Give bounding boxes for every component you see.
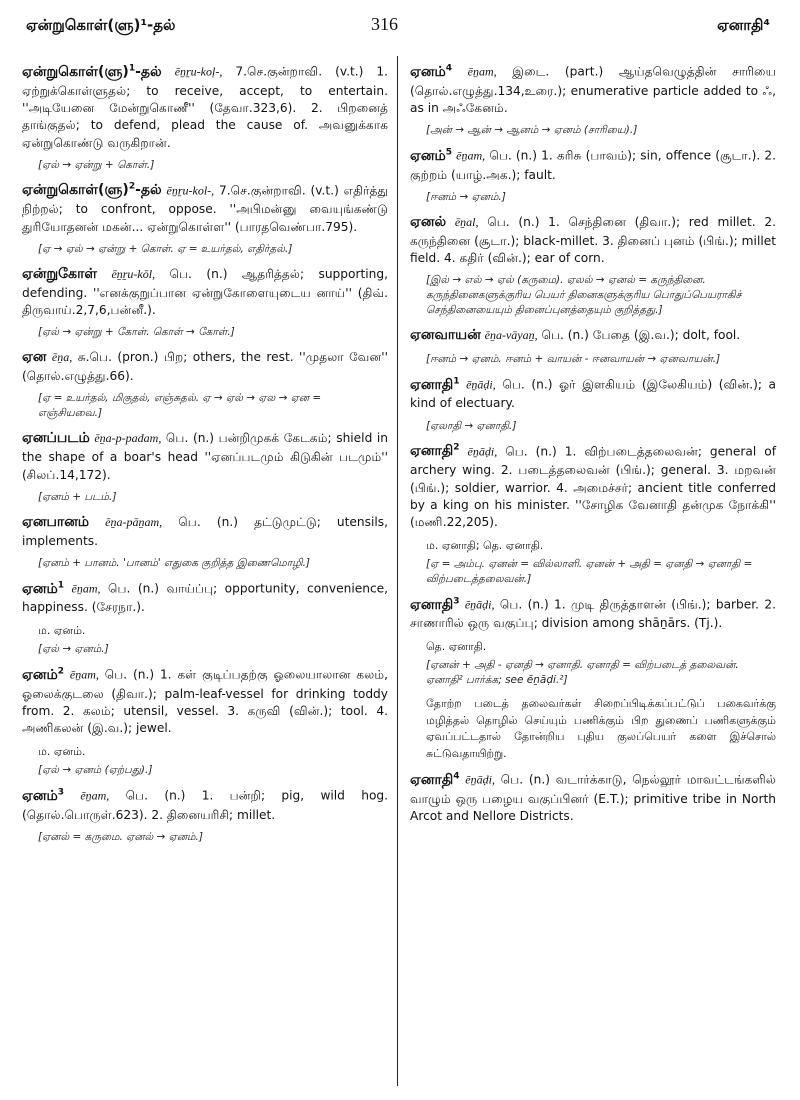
transliteration: ēṉāḍi,: [467, 444, 498, 459]
dictionary-entry: [22, 348, 388, 421]
etymology: [ஏனம் + பானம். 'பானம்' எதுகை குறித்த இணைமொழி.]: [38, 556, 311, 569]
etymology: [ஏ → ஏல் → ஏன்று + கொள். ஏ = உயர்தல், எதிர்தல்.]: [38, 242, 293, 255]
definition: இடை. (part.) ஆய்தவெழுத்தின் சாரியை (தொல்.எழுத்து.134,உரை.); enumerative particle added to ஃ, as in அஃகேனம்.: [410, 64, 777, 115]
cognate-forms: தெ. ஏனாதி.: [426, 639, 487, 653]
dictionary-entry: [22, 429, 388, 504]
homonym-number: 5: [445, 147, 453, 158]
etymology: [ஏனம் + படம்.]: [38, 490, 117, 503]
dictionary-entry: [22, 62, 388, 173]
entry-headword: [22, 266, 97, 282]
homonym-number: 1: [57, 579, 65, 590]
entry-headword: [22, 514, 89, 530]
definition: பெ. (n.) ஆதரித்தல்; supporting, defending. ''எனக்குறுப்பான ஏன்றுகோளையுடைய னாய்'' (திவ். திருவாய்.2,7,6,பன்னீ.).: [22, 266, 388, 318]
dictionary-entry: [410, 442, 776, 587]
definition: சு.பெ. (pron.) பிற; others, the rest. ''முதலா வேன'' (தொல்.எழுத்து.66).: [22, 350, 388, 384]
entry-headword: [22, 667, 64, 683]
headword-text: ஏனாதி: [410, 376, 454, 393]
headword-text: ஏனம்: [410, 63, 446, 80]
homonym-number: 1: [128, 63, 136, 73]
definition: பெ. (n.) பன்றிமுகக் கேடகம்; shield in the shape of a boar's head ''ஏனப்படமும் கிடுகின் படமும்'' (சிலப்.14,172).: [22, 431, 389, 482]
entry-body: [22, 181, 388, 236]
transliteration: ēṉa-p-padam,: [94, 431, 162, 446]
transliteration: ēṉam,: [80, 788, 110, 803]
entry-headword: [410, 377, 460, 393]
transliteration: ēṉāḍi,: [465, 772, 495, 787]
etymology: [ஏனல் = கருமை. ஏனல் → ஏனம்.]: [38, 831, 203, 844]
dictionary-entry: [22, 579, 388, 657]
dictionary-entry: [410, 770, 776, 825]
entry-body: [410, 62, 776, 117]
definition: பெ. (n.) 1. முடி திருத்தாளன் (பிங்.); barber. 2. சாணாரில் ஒரு வகுப்பு; division among shāṉārs. (Tj.).: [410, 597, 777, 631]
entry-headword: [22, 788, 64, 804]
transliteration: ēṉṟu-kol-,: [166, 183, 215, 198]
etymology: [ஏல் → ஏனம் (ஏற்பது).]: [38, 764, 153, 777]
homonym-number: 2: [128, 181, 136, 192]
definition: பெ. (n.) 1. கள் குடிப்பதற்கு ஓலையாலான கலம், ஓலைக்குடலை (திவா.); palm-leaf-vessel for drinking toddy from. 2. கலம்; utensil, vessel. 3. கருவி (வின்.); tool. 4. அணிகலன் (இ.வ.); jewel.: [22, 667, 388, 736]
transliteration: ēṉal,: [454, 214, 479, 229]
etymology: [ஏனன் + அதி - ஏனதி → ஏனாதி. ஏனாதி = விற்படைத் தலைவன். ஏனாதி² பார்க்க; see ēṉāḍi.²]: [426, 659, 739, 687]
etymology: [ஏ = அம்பு. ஏனன் = வில்லாளி. ஏனன் + அதி = ஏனதி → ஏனாதி = விற்படைத்தலைவன்.]: [426, 558, 753, 586]
right-column: [410, 62, 776, 831]
entry-body: [22, 62, 388, 152]
definition: பெ. (n.) 1. செந்தினை (திவா.); red millet. 2. கருந்தினை (சூடா.); black-millet. 3. தினைப் புனம் (பிங்.); millet field. 4. கதிர் (வின்.); ear of corn.: [410, 214, 777, 266]
right-running-headword: ஏனாதி⁴: [717, 16, 770, 34]
entry-headword: [22, 182, 162, 198]
etymology: [ஏல் → ஏன்று + கோள். கொள் → கோள்.]: [38, 326, 235, 339]
entry-body: [410, 595, 776, 633]
entry-body: [22, 786, 388, 824]
entry-headword: [410, 443, 460, 459]
transliteration: ēṉam,: [71, 581, 101, 596]
dictionary-entry: [22, 265, 388, 340]
entry-body: [410, 770, 776, 825]
transliteration: ēṉa,: [51, 350, 73, 365]
etymology: [ஈனம் → ஏனம். ஈனம் + வாயன் - ஈனவாயன் → ஏனவாயன்.]: [426, 352, 721, 365]
etymology: [இல் → எல் → ஏல் (கருமை). ஏலல் → ஏனல் = கருந்தினை. கருந்தினைகளுக்குரிய பெயர் தினைகளுக்குரிய பொதுப்பெயராகிச் செந்தினையையும் தினைப்புனத்தையும் குறித்தது.]: [426, 274, 742, 317]
headword-text: ஏனப்படம்: [22, 430, 90, 447]
transliteration: ēṉam,: [69, 667, 99, 682]
homonym-number: 2: [57, 666, 65, 677]
etymology: [ஏலாதி → ஏனாதி.]: [426, 419, 517, 432]
homonym-number: 2: [453, 442, 460, 453]
headword-text: ஏனாதி: [410, 443, 454, 460]
dictionary-entry: [410, 375, 776, 434]
etymology: [ஈனம் → ஏனம்.]: [426, 190, 506, 203]
entry-body: [22, 348, 388, 385]
entry-headword: [410, 214, 446, 230]
entry-headword: [22, 64, 162, 80]
etymology: [ஏல் → ஏனம்.]: [38, 643, 109, 656]
cognate-forms: ம. ஏனம்.: [38, 744, 86, 758]
headword-text: ஏனாதி: [410, 596, 454, 613]
headword-text: ஏனம்: [410, 147, 446, 164]
homonym-number: 3: [57, 787, 65, 798]
entry-body: [22, 579, 388, 617]
definition: பெ. (n.) 1. பன்றி; pig, wild hog. (தொல்.பொருள்.623). 2. தினையரிசி; millet.: [22, 788, 389, 822]
headword-text: ஏனம்: [22, 787, 58, 804]
transliteration: ēṉam,: [456, 148, 486, 163]
dictionary-entry: [410, 213, 776, 318]
headword-text: ஏனாதி: [410, 771, 454, 788]
definition: பெ. (n.) தட்டுமுட்டு; utensils, implements.: [22, 514, 389, 548]
definition: பெ. (n.) வாய்ப்பு; opportunity, convenience, happiness. (சேரநா.).: [22, 581, 389, 615]
dictionary-entry: [410, 595, 776, 762]
entry-headword: [410, 597, 460, 613]
column-divider: [397, 56, 398, 1086]
etymology: [ஏல் → ஏன்று + கொள்.]: [38, 158, 155, 171]
page-header: [26, 14, 770, 48]
headword-text: ஏனம்: [22, 580, 58, 597]
usage-note: தோற்ற படைத் தலைவர்கள் சிறைப்பிடிக்கப்பட்டுப் பகைவர்க்கு மழித்தல் தொழில் செய்யும் பணிக்கும் பிற துணைப் பணிகளுக்கும் ஏவப்பட்டதால் தோன்றிய புதிய குலப்பெயர் களை இச்சொல் சுட்டுவதாயிற்று.: [426, 697, 776, 760]
headword-text: ஏனவாயன்: [410, 327, 481, 344]
definition: பெ. (n.) பேதை (இ.வ.); dolt, fool.: [541, 328, 741, 343]
dictionary-entry: [22, 181, 388, 257]
headword-text: ஏனம்: [22, 666, 58, 683]
entry-headword: [410, 64, 452, 80]
headword-text: ஏன்றுகோள்: [22, 265, 98, 282]
entry-headword: [410, 327, 481, 343]
dictionary-entry: [22, 786, 388, 845]
entry-body: [410, 213, 776, 268]
homonym-number: 4: [445, 63, 453, 73]
entry-body: [22, 665, 388, 738]
homonym-number: 1: [453, 375, 460, 386]
definition: பெ. (n.) வடார்க்காடு, நெல்லூர் மாவட்டங்களில் வாழும் ஒரு பழைய வகுப்பினர் (E.T.); primitive tribe in North Arcot and Nellore Districts.: [410, 772, 777, 824]
transliteration: ēṉāḍi,: [464, 597, 495, 612]
dictionary-entry: [22, 665, 388, 778]
etymology: [ஏ = உயர்தல், மிகுதல், எஞ்சுதல். ஏ → ஏல் → ஏல → ஏன = எஞ்சியவை.]: [38, 392, 322, 420]
entry-headword: [410, 148, 452, 164]
transliteration: ēṉa-vāyaṉ,: [484, 328, 538, 343]
headword-text: ஏன்றுகொள்(ளு): [22, 182, 129, 199]
transliteration: ēṉa-pāṉam,: [105, 514, 163, 529]
headword-text: ஏன்றுகொள்(ளு): [22, 63, 129, 80]
dictionary-entry: [22, 513, 388, 571]
entry-body: [410, 442, 776, 532]
definition: பெ. (n.) 1. விற்படைத்தலைவன்; general of archery wing. 2. படைத்தலைவன் (பிங்.); general. 3. மறவன் (பிங்.); soldier, warrior. 4. அமைச்சர்; ancient title conferred by a king on his minister. ''சோழிக வேனாதி தன்முக நோக்கி'' (மணி.22,205).: [410, 444, 776, 530]
transliteration: ēṉam,: [467, 64, 497, 79]
definition: 7.செ.குன்றாவி. (v.t.) 1. ஏற்றுக்கொள்ளுதல்; to receive, accept, to entertain. ''அடியேனை மேன்றுகொணீ'' (தேவா.323,6). 2. பிறனைத் தாங்குதல்; to defend, plead the cause of. அவனுக்காக ஏன்றுகொண்டு வருகிறான்.: [22, 64, 389, 150]
entry-headword: [22, 581, 64, 597]
entry-headword: [22, 430, 90, 446]
entry-body: [410, 326, 776, 346]
definition: 7.செ.குன்றாவி. (v.t.) எதிர்த்து நிற்றல்; to confront, oppose. ''அபிமன்னு வையுங்கண்டு துரியோதனன் மகன்... ஏன்றுகொள்ள'' (பாரதவெண்பா.795).: [22, 183, 389, 234]
headword-text: ஏன: [22, 349, 47, 366]
page-number: 316: [371, 14, 398, 34]
headword-text: ஏனல்: [410, 213, 447, 230]
headword-suffix: -தல்: [135, 182, 162, 199]
entry-body: [22, 265, 388, 320]
transliteration: ēṉṟu-koḷ-,: [174, 64, 223, 79]
left-column: [22, 62, 388, 853]
dictionary-entry: [410, 326, 776, 367]
homonym-number: 3: [453, 595, 460, 606]
entry-body: [22, 513, 388, 550]
cognate-forms: ம. ஏனம்.: [38, 623, 86, 637]
transliteration: ēṉṟu-kōl,: [111, 266, 156, 281]
dictionary-entry: [410, 62, 776, 138]
entry-headword: [22, 349, 46, 365]
definition: பெ. (n.) 1. கரிசு (பாவம்); sin, offence (சூடா.). 2. குற்றம் (யாழ்.அக.); fault.: [410, 148, 776, 182]
left-running-headword: ஏன்றுகொள்(ளு)¹-தல்: [26, 16, 176, 34]
homonym-number: 4: [453, 771, 460, 782]
headword-suffix: -தல்: [135, 63, 162, 80]
definition: பெ. (n.) ஓர் இளகியம் (இலேகியம்) (வின்.); a kind of electuary.: [410, 377, 777, 411]
transliteration: ēṉāḍi,: [466, 377, 496, 392]
entry-body: [410, 375, 776, 413]
dictionary-entry: [410, 146, 776, 205]
entry-headword: [410, 772, 460, 788]
headword-text: ஏனபானம்: [22, 513, 90, 530]
entry-body: [410, 146, 776, 184]
entry-body: [22, 429, 388, 484]
etymology: [அன் → ஆன் → ஆனம் → ஏனம் (சாரியை).]: [426, 124, 638, 137]
cognate-forms: ம. ஏனாதி; தெ. ஏனாதி.: [426, 538, 544, 552]
